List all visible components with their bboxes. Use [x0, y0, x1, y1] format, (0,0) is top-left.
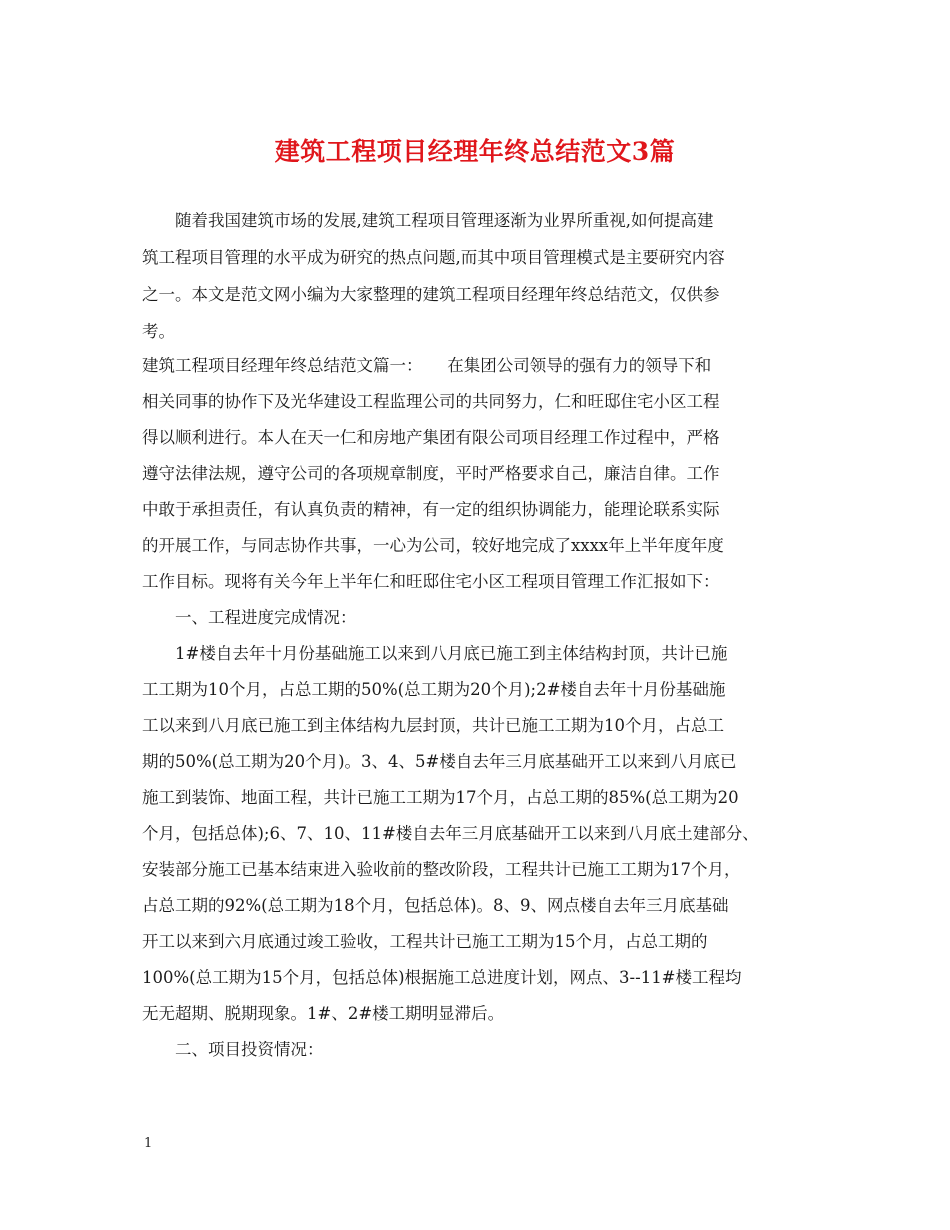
text-line: 建筑工程项目经理年终总结范文篇一： 在集团公司领导的强有力的领导下和 — [142, 356, 712, 375]
section-heading: 二、项目投资情况： — [142, 1040, 324, 1059]
text-line: 工作目标。现将有关今年上半年仁和旺邸住宅小区工程项目管理工作汇报如下： — [142, 572, 720, 591]
text-line: 考。 — [142, 322, 175, 341]
text-line: 期的50%(总工期为20个月)。3、4、5#楼自去年三月底基础开工以来到八月底已 — [142, 752, 737, 771]
text-line: 安装部分施工已基本结束进入验收前的整改阶段，工程共计已施工工期为17个月， — [142, 860, 741, 879]
text-line: 筑工程项目管理的水平成为研究的热点问题,而其中项目管理模式是主要研究内容 — [142, 248, 725, 267]
text-line: 无无超期、脱期现象。1#、2#楼工期明显滞后。 — [142, 1004, 505, 1023]
text-line: 100%(总工期为15个月，包括总体)根据施工总进度计划，网点、3--11#楼工程均 — [142, 968, 742, 987]
document-title: 建筑工程项目经理年终总结范文3篇 — [274, 137, 676, 166]
text-line: 中敢于承担责任，有认真负责的精神，有一定的组织协调能力，能理论联系实际 — [142, 500, 720, 519]
page-number: 1 — [144, 1136, 153, 1151]
text-line: 工以来到八月底已施工到主体结构九层封顶，共计已施工工期为10个月，占总工 — [142, 716, 724, 735]
text-line: 占总工期的92%(总工期为18个月，包括总体)。8、9、网点楼自去年三月底基础 — [142, 896, 729, 915]
text-line: 个月，包括总体);6、7、10、11#楼自去年三月底基础开工以来到八月底土建部分、 — [142, 824, 759, 843]
text-line: 施工到装饰、地面工程，共计已施工工期为17个月，占总工期的85%(总工期为20 — [142, 788, 739, 807]
text-line: 之一。本文是范文网小编为大家整理的建筑工程项目经理年终总结范文，仅供参 — [142, 285, 720, 304]
text-line: 开工以来到六月底通过竣工验收，工程共计已施工工期为15个月，占总工期的 — [142, 932, 708, 951]
text-line: 随着我国建筑市场的发展,建筑工程项目管理逐渐为业界所重视,如何提高建 — [142, 211, 714, 230]
text-line: 得以顺利进行。本人在天一仁和房地产集团有限公司项目经理工作过程中，严格 — [142, 428, 720, 447]
text-line: 工工期为10个月，占总工期的50%(总工期为20个月);2#楼自去年十月份基础施 — [142, 680, 726, 699]
text-line: 遵守法律法规，遵守公司的各项规章制度，平时严格要求自己，廉洁自律。工作 — [142, 464, 720, 483]
text-line: 1#楼自去年十月份基础施工以来到八月底已施工到主体结构封顶，共计已施 — [142, 644, 728, 663]
text-line: 相关同事的协作下及光华建设工程监理公司的共同努力，仁和旺邸住宅小区工程 — [142, 392, 720, 411]
text-line: 的开展工作，与同志协作共事，一心为公司，较好地完成了xxxx年上半年度年度 — [142, 536, 724, 555]
section-heading: 一、工程进度完成情况： — [142, 608, 357, 627]
